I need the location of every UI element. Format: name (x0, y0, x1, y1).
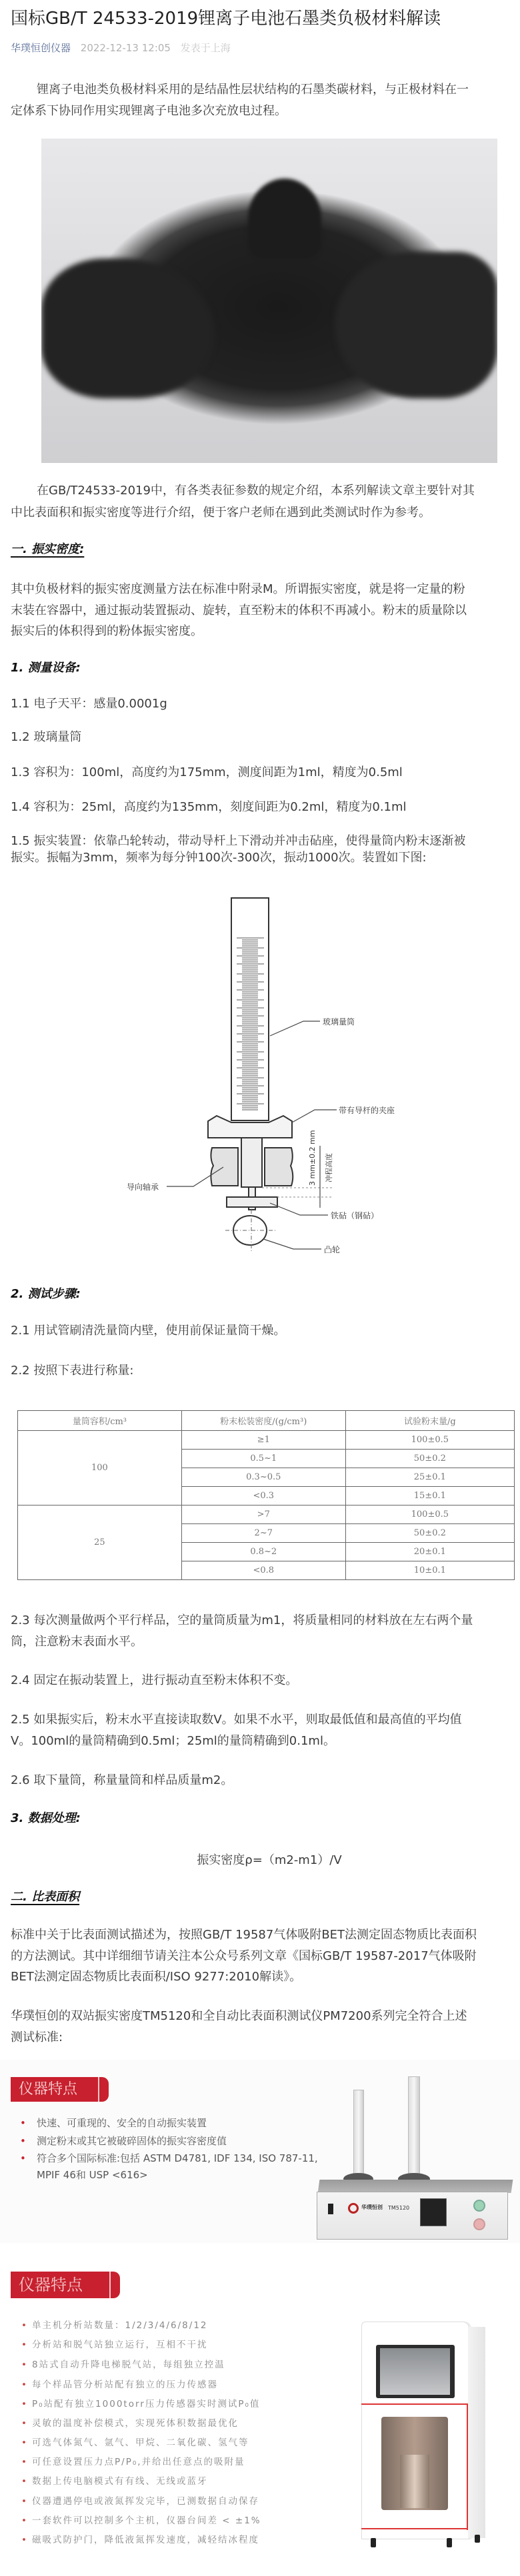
feature-bullet: • 符合多个国际标准:包括 ASTM D4781, IDF 134, ISO 787-11, (20, 2152, 318, 2164)
density-cell: <0.8 (181, 1561, 345, 1580)
feature-bullet (21, 2532, 259, 2545)
mass-cell: 100±0.5 (345, 1505, 514, 1524)
publish-location: 发表于上海 (180, 42, 231, 54)
mass-cell: 50±0.2 (345, 1524, 514, 1543)
tm5120-brand: 华璞恒创 (361, 2204, 383, 2210)
subheading-test-steps: 2. 测试步骤: (11, 1287, 81, 1301)
bullet-dot-icon: • (21, 2418, 27, 2429)
step-item: 2.1 用试管刷清洗量筒内壁，使用前保证量筒干燥。 (11, 1324, 286, 1338)
subheading-data-processing: 3. 数据处理: (11, 1811, 81, 1825)
label-stroke-value: 3 mm±0.2 mm (308, 1130, 317, 1186)
density-cell: 0.8~2 (181, 1543, 345, 1561)
author-link[interactable]: 华璞恒创仪器 (11, 42, 71, 54)
feature-bullet (21, 2513, 261, 2526)
density-cell: <0.3 (181, 1487, 345, 1505)
feature-bullet (21, 2337, 208, 2350)
paragraph-line: 标准中关于比表面测试描述为，按照GB/T 19587气体吸附BET法测定固态物质比表面积 (11, 1928, 477, 1942)
feature-bullet (21, 2318, 208, 2331)
feature-bullet-text: 可选气体氮气、氩气、甲烷、二氧化碳、氢气等 (32, 2437, 249, 2448)
paragraph-line: 的方法测试。其中详细细节请关注本公众号系列文章《国标GB/T 19587-2017气体吸附 (11, 1949, 477, 1963)
bullet-dot-icon: • (21, 2535, 27, 2545)
feature-bullet: • 快速、可重现的、安全的自动振实装置 (20, 2117, 207, 2129)
table-header: 粉末松装密度/(g/cm³) (181, 1411, 345, 1431)
tm5120-instrument-image (313, 2073, 517, 2240)
guide-rod (241, 1138, 262, 1187)
intro-paragraph-line: 定体系下协同作用实现锂离子电池多次充放电过程。 (11, 104, 287, 118)
paragraph-line: BET法测定固态物质比表面积/ISO 9277:2010解读》。 (11, 1970, 302, 1984)
feature-bullet-text: 磁吸式防护门，降低液氮挥发速度，减轻结冰程度 (32, 2535, 259, 2545)
paragraph-line: 其中负极材料的振实密度测量方法在标准中附录M。所谓振实密度，就是将一定量的粉 (11, 582, 465, 596)
guide-bearing-left (211, 1148, 238, 1186)
equipment-item: 1.3 容积为：100ml，高度约为175mm，测度间距为1ml，精度为0.5ml (11, 765, 403, 779)
table-header: 试验粉末量/g (345, 1411, 514, 1431)
feature-bullet-text: 8站式自动升降电梯脱气站，每组独立控温 (32, 2360, 225, 2370)
bullet-dot-icon: • (21, 2399, 27, 2409)
mass-cell: 15±0.1 (345, 1487, 514, 1505)
mass-cell: 50±0.2 (345, 1450, 514, 1468)
bullet-dot-icon: • (21, 2379, 27, 2390)
tap-density-apparatus-diagram (0, 893, 520, 1266)
feature-bullet-text: 仪器遭遇停电或液氮挥发完毕，已测数据自动保存 (32, 2496, 259, 2507)
article-meta (11, 41, 231, 55)
equipment-item: 1.1 电子天平：感量0.0001g (11, 697, 167, 711)
feature-bullet (21, 2493, 259, 2507)
feature-bullet-text: 分析站和脱气站独立运行，互相不干扰 (32, 2340, 208, 2350)
feature-bullet-text: 每个样品管分析站配有独立的压力传感器 (32, 2379, 218, 2390)
tm5120-model: TM5120 (388, 2205, 410, 2211)
label-stroke-height: 冲程高度 (325, 1153, 333, 1182)
feature-tag (11, 2272, 120, 2298)
feature-bullet (21, 2435, 249, 2448)
paragraph-line: 末装在容器中，通过振动装置振动、旋转，直至粉末的体积不再减小。粉末的质量除以 (11, 604, 467, 618)
feature-tag-label: 仪器特点 (19, 2276, 83, 2294)
table-row (18, 1431, 515, 1450)
feature-bullet (21, 2454, 245, 2467)
pm7200-feature-banner (0, 2248, 520, 2576)
label-anvil: 铁砧（钢砧） (331, 1211, 379, 1220)
step-item: 2.5 如果振实后，粉末水平直接读取数V。如果不水平，则取最低值和最高值的平均值 (11, 1713, 462, 1727)
feature-bullet-text: P₀站配有独立1000torr压力传感器实时测试P₀值 (32, 2399, 261, 2409)
equipment-item: 1.5 振实装置：依靠凸轮转动，带动导杆上下滑动并冲击砧座，使得量筒内粉末逐渐被 (11, 834, 466, 848)
feature-bullet (21, 2396, 260, 2409)
paragraph-line: 振实后的体积得到的粉体振实密度。 (11, 624, 203, 638)
equipment-item: 振实。振幅为3mm，频率为每分钟100次-300次，振动1000次。装置如下图: (11, 851, 427, 865)
sample-weight-table (17, 1410, 515, 1580)
article-title: 国标GB/T 24533-2019锂离子电池石墨类负极材料解读 (11, 9, 441, 29)
feature-bullet-text: 灵敏的温度补偿模式，实现死体积数据最优化 (32, 2418, 239, 2429)
density-cell: 0.3~0.5 (181, 1468, 345, 1487)
feature-bullet-continuation: MPIF 46和 USP <616> (37, 2169, 148, 2181)
label-bearing: 导向轴承 (127, 1182, 159, 1192)
feature-bullet-text: 一套软件可以控制多个主机，仪器台间差 < ±1% (32, 2515, 261, 2526)
guide-bearing-right (265, 1148, 293, 1186)
density-cell: 0.5~1 (181, 1450, 345, 1468)
paragraph-line: 华璞恒创的双站振实密度TM5120和全自动比表面积测试仪PM7200系列完全符合上述 (11, 2009, 467, 2023)
feature-tag (11, 2077, 109, 2102)
volume-cell: 100 (18, 1431, 182, 1505)
bullet-dot-icon: • (21, 2515, 27, 2526)
step-item: 2.4 固定在振动装置上，进行振动直至粉末体积不变。 (11, 1673, 298, 1687)
bullet-dot-icon: • (21, 2496, 27, 2507)
bullet-dot-icon: • (21, 2476, 27, 2487)
feature-tag-label: 仪器特点 (19, 2081, 78, 2098)
bullet-dot-icon: • (21, 2457, 27, 2467)
label-clamp: 带有导杆的夹座 (339, 1106, 395, 1115)
feature-bullet (21, 2473, 208, 2487)
feature-bullet-text: 数据上传电脑模式有有线、无线或蓝牙 (32, 2476, 208, 2487)
step-item: 2.2 按照下表进行称量: (11, 1364, 134, 1378)
table-header: 量筒容积/cm³ (18, 1411, 182, 1431)
feature-bullet (21, 2357, 225, 2370)
bullet-dot-icon: • (21, 2437, 27, 2448)
table-row (18, 1505, 515, 1524)
density-cell: ≥1 (181, 1431, 345, 1450)
bullet-dot-icon: • (21, 2340, 27, 2350)
tap-density-formula: 振实密度ρ=（m2-m1）/V (197, 1853, 342, 1867)
step-item: V。100ml的量筒精确到0.5ml；25ml的量筒精确到0.1ml。 (11, 1734, 335, 1748)
mass-cell: 25±0.1 (345, 1468, 514, 1487)
mass-cell: 10±0.1 (345, 1561, 514, 1580)
paragraph-line: 测试标准: (11, 2030, 63, 2044)
intro-paragraph-line: 中比表面积和振实密度等进行介绍，便于客户老师在遇到此类测试时作为参考。 (11, 506, 431, 520)
feature-bullet (21, 2377, 218, 2390)
label-cylinder: 玻璃量筒 (323, 1017, 355, 1027)
intro-paragraph-line: 锂离子电池类负极材料采用的是结晶性层状结构的石墨类碳材料，与正极材料在一 (37, 83, 469, 97)
density-cell: 2~7 (181, 1524, 345, 1543)
pm7200-instrument-image (361, 2322, 488, 2551)
label-cam: 凸轮 (324, 1245, 341, 1254)
mass-cell: 20±0.1 (345, 1543, 514, 1561)
feature-bullet (21, 2415, 239, 2429)
intro-paragraph-line: 在GB/T24533-2019中，有各类表征参数的规定介绍，本系列解读文章主要针对其 (37, 484, 475, 498)
feature-bullet-text: 单主机分析站数量：1/2/3/4/6/8/12 (32, 2320, 208, 2331)
volume-cell: 25 (18, 1505, 182, 1580)
section-heading-specific-surface-area: 二. 比表面积 (11, 1890, 80, 1904)
graduated-cylinder (231, 898, 269, 1120)
step-item: 2.6 取下量筒，称量量筒和样品质量m2。 (11, 1773, 233, 1787)
tm5120-feature-banner (0, 2060, 520, 2243)
bullet-dot-icon: • (21, 2360, 27, 2370)
feature-bullet: • 测定粉末或其它被破碎固体的振实容密度值 (20, 2135, 227, 2147)
graphite-powder-photo (41, 139, 497, 463)
anvil (227, 1197, 277, 1207)
step-item: 筒，注意粉末表面水平。 (11, 1635, 143, 1649)
mass-cell: 100±0.5 (345, 1431, 514, 1450)
section-heading-tap-density: 一. 振实密度: (11, 542, 85, 556)
equipment-item: 1.2 玻璃量筒 (11, 730, 82, 744)
step-item: 2.3 每次测量做两个平行样品，空的量筒质量为m1，将质量相同的材料放在左右两个量 (11, 1613, 473, 1627)
feature-bullet-text: 可任意设置压力点P/P₀,并给出任意点的吸附量 (32, 2457, 245, 2467)
publish-date: 2022-12-13 12:05 (80, 42, 171, 54)
subheading-equipment: 1. 测量设备: (11, 661, 81, 675)
bullet-dot-icon: • (21, 2320, 27, 2331)
density-cell: >7 (181, 1505, 345, 1524)
equipment-item: 1.4 容积为：25ml，高度约为135mm，刻度间距为0.2ml，精度为0.1ml (11, 800, 407, 814)
